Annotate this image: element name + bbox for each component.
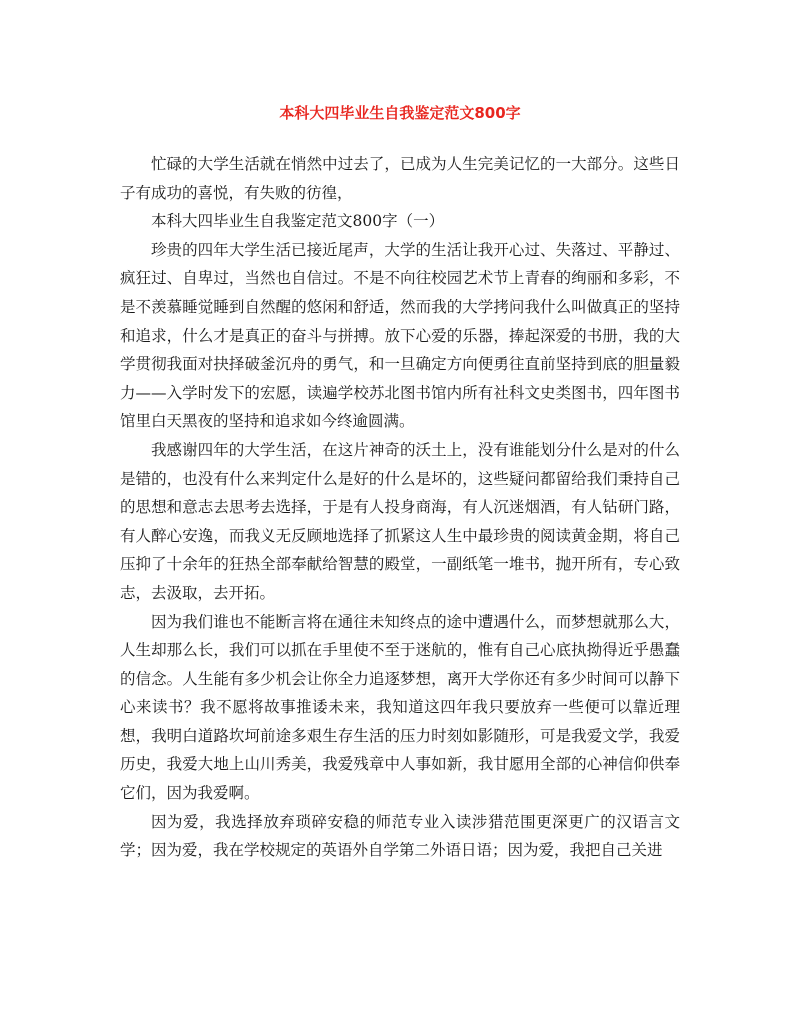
document-body [120,150,680,865]
paragraph: 忙碌的大学生活就在悄然中过去了，已成为人生完美记忆的一大部分。这些日子有成功的喜悦，有失败的彷徨， [120,155,680,202]
paragraph: 因为我们谁也不能断言将在通往未知终点的途中遭遇什么，而梦想就那么大，人生却那么长，我们可以抓在手里使不至于迷航的，惟有自己心底执拗得近乎愚蠢的信念。人生能有多少机会让你全力追逐梦想，离开大学你还有多少时间可以静下心来读书？我不愿将故事推诿未来，我知道这四年我只要放弃一些便可以靠近理想，我明白道路坎坷前途多艰生存生活的压力时刻如影随形，可是我爱文学，我爱历史，我爱大地上山川秀美，我爱残章中人事如新，我甘愿用全部的心神信仰供奉它们，因为我爱啊。 [120,612,680,803]
paragraph: 珍贵的四年大学生活已接近尾声，大学的生活让我开心过、失落过、平静过、疯狂过、自卑过，当然也自信过。不是不向往校园艺术节上青春的绚丽和多彩，不是不羡慕睡觉睡到自然醒的悠闲和舒适，然而我的大学拷问我什么叫做真正的坚持和追求，什么才是真正的奋斗与拼搏。放下心爱的乐器，捧起深爱的书册，我的大学贯彻我面对抉择破釜沉舟的勇气，和一旦确定方向便勇往直前坚持到底的胆量毅力——入学时发下的宏愿，读遍学校苏北图书馆内所有社科文史类图书，四年图书馆里白天黑夜的坚持和追求如今终逾圆满。 [120,240,680,431]
document-title: 本科大四毕业生自我鉴定范文800字 [279,104,521,122]
paragraph: 因为爱，我选择放弃琐碎安稳的师范专业入读涉猎范围更深更广的汉语言文学；因为爱，我在学校规定的英语外自学第二外语日语；因为爱，我把自己关进 [120,812,680,860]
paragraph: 我感谢四年的大学生活，在这片神奇的沃土上，没有谁能划分什么是对的什么是错的，也没有什么来判定什么是好的什么是坏的，这些疑问都留给我们秉持自己的思想和意志去思考去选择，于是有人投身商海，有人沉迷烟酒，有人钻研门路，有人醉心安逸，而我义无反顾地选择了抓紧这人生中最珍贵的阅读黄金期，将自己压抑了十余年的狂热全部奉献给智慧的殿堂，一副纸笔一堆书，抛开所有，专心致志，去汲取，去开拓。 [120,440,680,602]
section-heading: 本科大四毕业生自我鉴定范文800字（一） [151,212,445,231]
